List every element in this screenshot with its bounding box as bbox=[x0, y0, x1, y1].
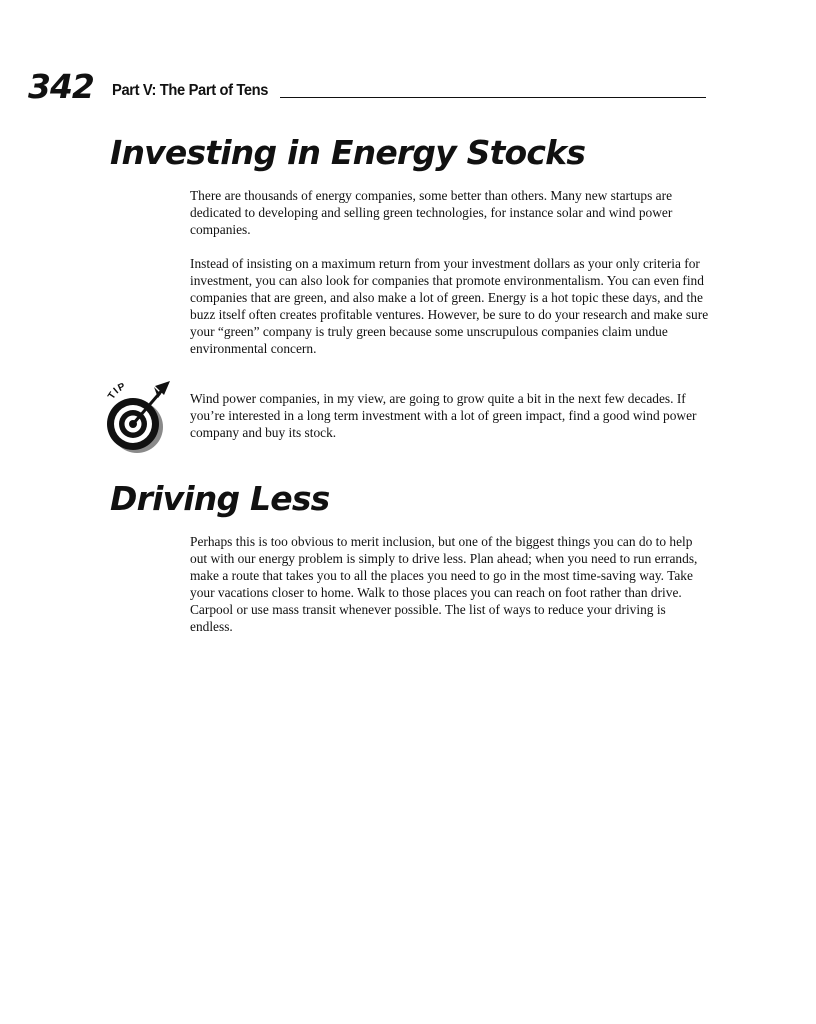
paragraph-green-investment: Instead of insisting on a maximum return from your investment dollars as your only criteria for investment, you can also look for companies that promote environmentalism. You can even find companies that are green, and also make a lot of green. Energy is a hot topic these days, and the buzz itself often creates profitable ventures. However, be sure to do your research and make sure your “green” company is truly green because some unscrupulous companies claim undue environmental concern. bbox=[190, 256, 709, 356]
tip-target-icon bbox=[106, 378, 172, 458]
tip-icon-label: TIP bbox=[106, 380, 128, 402]
tip-paragraph: Wind power companies, in my view, are going to grow quite a bit in the next few decades. If you’re interested in a long term investment with a lot of green impact, find a good wind power company and buy its stock. bbox=[190, 391, 697, 440]
running-head bbox=[112, 83, 706, 99]
page-number: 342 bbox=[28, 67, 94, 106]
section-heading-investing-energy-stocks: Investing in Energy Stocks bbox=[110, 133, 586, 172]
running-head-title: Part V: The Part of Tens bbox=[112, 82, 269, 99]
paragraph-energy-companies: There are thousands of energy companies, some better than others. Many new startups are dedicated to developing and selling green technologies, for instance solar and wind power companies. bbox=[190, 188, 673, 237]
svg-text:TIP bbox=[106, 381, 128, 402]
paragraph-driving-less: Perhaps this is too obvious to merit inclusion, but one of the biggest things you can do to help out with our energy problem is simply to drive less. Plan ahead; when you need to run errands, make a route that takes you to all the places you need to go in the most time-saving way. Take your vacations closer to home. Walk to those places you can reach on foot rather than drive. Carpool or use mass transit whenever possible. The list of ways to reduce your driving is endless. bbox=[190, 534, 698, 634]
running-head-rule bbox=[280, 97, 706, 98]
section-heading-driving-less: Driving Less bbox=[110, 479, 330, 518]
